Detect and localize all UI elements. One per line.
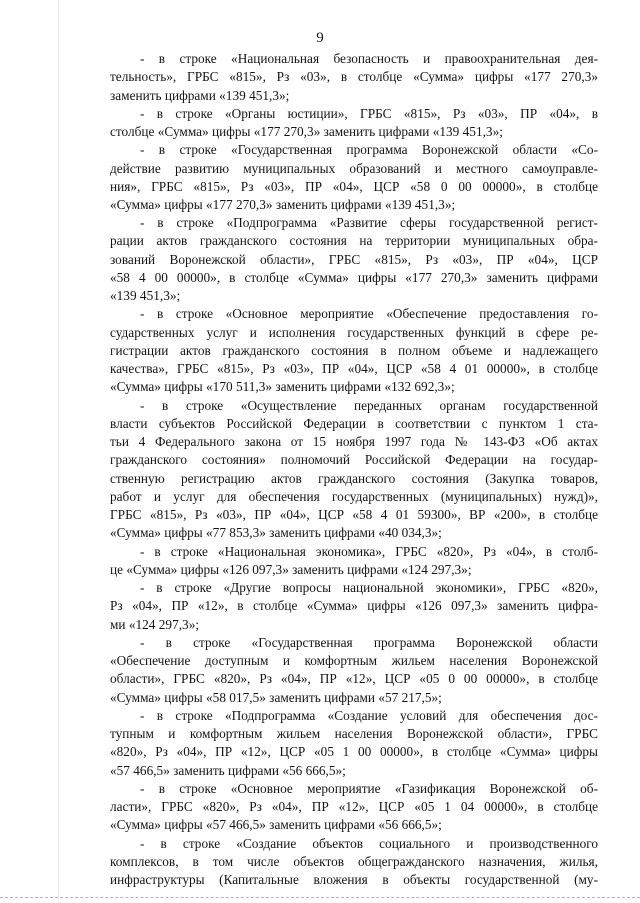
text-line: сударственных услуг и исполнения государственных функций в сфере ре-: [110, 324, 598, 340]
text-line: ГРБС «815», Рз «03», ПР «04», ЦСР «58 4 01 59300», ВР «200», в столбце: [110, 507, 598, 523]
text-line: тьи 4 Федерального закона от 15 ноября 1997 года № 143-ФЗ «Об актах: [110, 434, 598, 450]
text-line: власти субъектов Российской Федерации в соответствии с пунктом 1 ста-: [110, 415, 598, 431]
text-line: - в строке «Органы юстиции», ГРБС «815», Рз «03», ПР «04», в: [140, 105, 598, 121]
text-line: ния», ГРБС «815», Рз «03», ПР «04», ЦСР «58 0 00 00000», в столбце: [110, 178, 598, 194]
text-line: действие развитию муниципальных образований и местного самоуправле-: [110, 160, 598, 176]
text-line: комплексов, в том числе объектов общегражданского назначения, жилья,: [110, 853, 598, 869]
text-line: «57 466,5» заменить цифрами «56 666,5»;: [110, 762, 346, 778]
text-line: тупным и комфортным жильем населения Воронежской области», ГРБС: [110, 726, 598, 741]
text-line: тельность», ГРБС «815», Рз «03», в столбце «Сумма» цифры «177 270,3»: [110, 69, 598, 85]
text-line: - в строке «Государственная программа Воронежской области «Со-: [140, 142, 598, 158]
text-line: ласти», ГРБС «820», Рз «04», ПР «12», ЦСР «05 1 04 00000», в столбце: [110, 799, 598, 814]
text-line: гистрации актов гражданского состояния в полном объеме и надлежащего: [110, 342, 598, 358]
text-line: «Сумма» цифры «57 466,5» заменить цифрами «56 666,5»;: [110, 817, 442, 833]
text-line: Рз «04», ПР «12», в столбце «Сумма» цифры «126 097,3» заменить цифра-: [110, 598, 598, 614]
text-line: «Сумма» цифры «170 511,3» заменить цифрами «132 692,3»;: [110, 379, 455, 395]
text-line: - в строке «Создание объектов социального и производственного: [140, 835, 598, 851]
text-line: качества», ГРБС «815», Рз «03», ПР «04», ЦСР «58 4 01 00000», в столбце: [110, 361, 598, 377]
text-line: инфраструктуры (Капитальные вложения в объекты государственной (му-: [110, 872, 598, 887]
text-line: - в строке «Основное мероприятие «Газификация Воронежской об-: [140, 780, 598, 796]
text-line: - в строке «Подпрограмма «Создание условий для обеспечения дос-: [140, 707, 598, 723]
text-line: «820», Рз «04», ПР «12», ЦСР «05 1 00 00000», в столбце «Сумма» цифры: [110, 744, 598, 760]
text-line: це «Сумма» цифры «126 097,3» заменить цифрами «124 297,3»;: [110, 561, 472, 577]
text-line: столбце «Сумма» цифры «177 270,3» заменить цифрами «139 451,3»;: [110, 124, 503, 139]
text-line: ственную регистрацию актов гражданского состояния (Закупка товаров,: [110, 470, 598, 486]
page-number: 9: [316, 30, 324, 46]
text-line: «Сумма» цифры «177 270,3» заменить цифрами «139 451,3»;: [110, 197, 456, 212]
text-line: - в строке «Государственная программа Воронежской области: [140, 634, 598, 650]
text-line: - в строке «Подпрограмма «Развитие сферы государственной регист-: [140, 215, 598, 231]
text-line: зований Воронежской области», ГРБС «815», Рз «03», ПР «04», ЦСР: [110, 251, 598, 267]
text-line: заменить цифрами «139 451,3»;: [110, 87, 290, 103]
text-line: «Сумма» цифры «77 853,3» заменить цифрами «40 034,3»;: [110, 525, 442, 541]
text-line: - в строке «Национальная экономика», ГРБС «820», Рз «04», в столб-: [140, 543, 598, 559]
text-line: «Сумма» цифры «58 017,5» заменить цифрами «57 217,5»;: [110, 689, 442, 705]
text-line: «Обеспечение доступным и комфортным жильем населения Воронежской: [110, 653, 598, 669]
text-line: - в строке «Осуществление переданных органам государственной: [140, 397, 598, 413]
scan-edge-line: [58, 0, 59, 903]
text-line: - в строке «Другие вопросы национальной экономики», ГРБС «820»,: [140, 580, 598, 596]
text-line: рации актов гражданского состояния на территории муниципальных обра-: [110, 233, 598, 249]
text-line: области», ГРБС «820», Рз «04», ПР «12», ЦСР «05 0 00 00000», в столбце: [110, 671, 598, 687]
text-line: ми «124 297,3»;: [110, 616, 200, 632]
page-bottom-border: [0, 897, 640, 898]
text-line: гражданского состояния» полномочий Российской Федерации на государ-: [110, 452, 598, 468]
text-line: - в строке «Основное мероприятие «Обеспечение предоставления го-: [140, 306, 598, 322]
text-line: «139 451,3»;: [110, 288, 181, 304]
text-line: «58 4 00 00000», в столбце «Сумма» цифры «177 270,3» заменить цифрами: [110, 269, 598, 285]
text-line: работ и услуг для обеспечения государственных (муниципальных) нужд)»,: [110, 488, 598, 504]
text-line: - в строке «Национальная безопасность и правоохранительная дея-: [140, 51, 598, 66]
